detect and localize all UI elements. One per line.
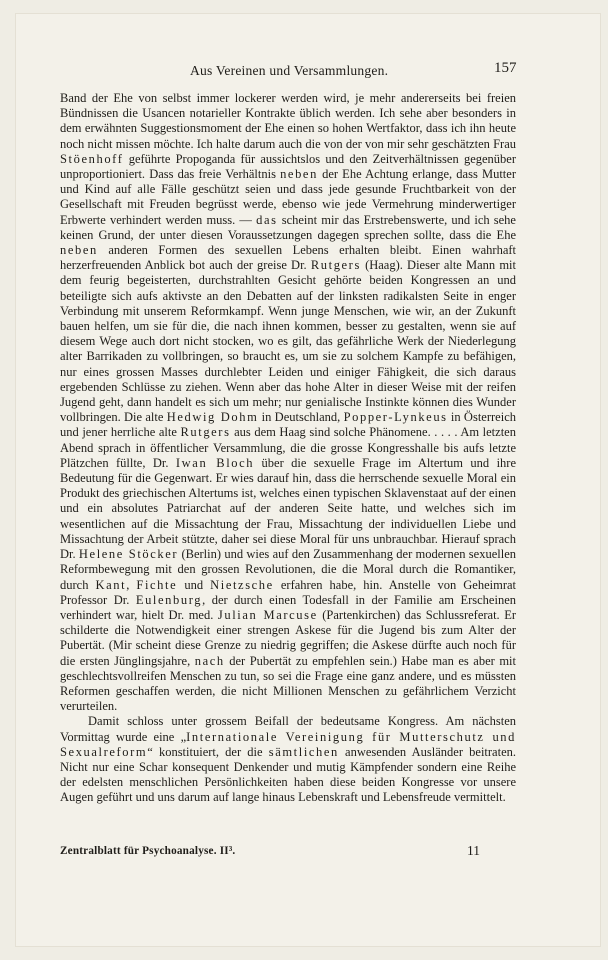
footer-signature-mark: 11 — [467, 843, 480, 858]
emphasized-name: Julian Marcuse — [217, 607, 318, 622]
emphasized-name: Internationale Vereinigung für Mutterschutz und Sexualreform — [60, 729, 516, 759]
text-run: Damit schloss unter grossem Beifall der bedeutsame Kongress. Am nächsten Vormittag wurde eine „ — [60, 714, 516, 744]
emphasized-name: sämtlichen — [268, 744, 339, 759]
paragraph — [60, 714, 516, 805]
text-run: erfahren habe, hin. Anstelle von Geheimrat Professor Dr. — [60, 577, 517, 607]
emphasized-name: Kant — [95, 577, 127, 592]
footer-journal-title: Zentralblatt für Psychoanalyse. II³. — [60, 845, 236, 857]
text-run: (Partenkirchen) das Schlussreferat. Er schilderte die Notwendigkeit einer strengen Askese für die Jugend bis zum Alter der Pubertät. (Mir scheint diese Grenze zu niedrig gegriffen; die Askese dürfte auch noch für die ersten Jünglingsjahre, — [60, 607, 517, 668]
emphasized-name: nach — [194, 653, 225, 668]
emphasized-name: Iwan Bloch — [175, 455, 255, 470]
paragraph — [60, 91, 516, 714]
text-run: in Österreich und jener herrliche alte — [60, 410, 516, 440]
text-run: anderen Formen des sexuellen Lebens erhalten bleibt. Einen wahrhaft herzerfreuenden Anblick bot auch der greise Dr. — [60, 243, 516, 273]
page-footer — [0, 845, 608, 863]
emphasized-name: Nietzsche — [210, 577, 274, 592]
text-run: , — [126, 577, 137, 592]
emphasized-name: Hedwig Dohm — [166, 410, 259, 425]
emphasized-name: Rutgers — [310, 258, 361, 273]
emphasized-name: Eulenburg — [135, 592, 203, 607]
body-text — [60, 91, 516, 806]
emphasized-name: Popper-Lynkeus — [343, 410, 448, 425]
text-run: der Ehe Achtung erlange, dass Mutter und Kind auf alle Fälle geschützt seien und dass jede gesunde Fruchtbarkeit von der Gesellschaft mit Freuden begrüsst werde, ebenso wie jede Vermehrung minderwertiger Erbwerte verhindert werden muss. — — [60, 167, 516, 227]
text-run: aus dem Haag sind solche Phänomene. . . . . Am letzten Abend sprach in öffentlicher Versammlung, die die grosse Kongresshalle bis aufs letzte Plätzchen füllte, Dr. — [60, 425, 516, 470]
page-header — [0, 60, 608, 83]
text-run: geführte Propoganda für aussichtslos und den Zeitverhältnissen gegenüber unproportioniert. Dass das freie Verhältnis — [60, 151, 516, 182]
page-number: 157 — [494, 60, 517, 76]
text-run: und — [177, 577, 211, 592]
text-run: über die sexuelle Frage im Altertum und ihre Bedeutung für die Gegenwart. Er wies darauf hin, dass die herrschende sexuelle Moral ein Produkt des griechischen Altertums ist, welches einen typischen Sklavenstaat auf der einen und ein absolutes Patriarchat auf der anderen Seite hatte, und welches sich im wesentlichen auf die Missachtung der Frau, Missachtung der individuellen Liebe und Missachtung der Arbeit stützte, daher sei diese Moral für uns unbrauchbar. Hierauf sprach Dr. — [60, 455, 516, 562]
emphasized-name: neben — [60, 243, 98, 258]
emphasized-name: Fichte — [136, 577, 178, 592]
emphasized-name: neben — [280, 167, 318, 182]
text-run: anwesenden Ausländer beitraten. Nicht nur eine Schar konsequent Denkender und mutig Kämpfender sondern eine Reihe der edelsten menschlichen Persönlichkeiten haben diese beiden Kongresse vor unsere Augen geführt und uns darum auf lange hinaus Lebenskraft und Lebensfreude vermittelt. — [60, 744, 516, 805]
text-run: , der durch einen Todesfall in der Familie am Erscheinen verhindert war, hielt Dr. med. — [60, 592, 516, 622]
text-run: (Haag). Dieser alte Mann mit dem feurig begeisterten, durchstrahlten Gesicht gehörte beiden Kongressen an und beteiligte sich aufs aktivste an den Debatten auf der linksten radikalsten Seite in enger Verbindung mit unserem Reformkampf. Wenn junge Menschen, wie wir, an der Zukunft bauen helfen, um sie für die, die nach ihnen kommen, besser zu gestalten, wenn sie auf diesem Wege auch dort nicht stocken, wo es gilt, das gefährliche Werk der Niederlegung alter Barrikaden zu vollbringen, so braucht es, um sie zu solchem Kampfe zu befähigen, nur eines grossen Masses durchlebter Leiden und einiger Fähigkeit, die sich daraus ergebenden Schlüsse zu ziehen. Wenn aber das hohe Alter in dieser Weise mit der reifen Jugend geht, dann handelt es sich um mehr; nur genialische Instinkte können dies Wunder vollbringen. Die alte — [60, 258, 516, 425]
text-run: “ konstituiert, der die — [147, 744, 269, 759]
emphasized-name: Helene Stöcker — [78, 547, 179, 562]
running-title: Aus Vereinen und Versammlungen. — [190, 63, 389, 78]
emphasized-name: Stöenhoff — [60, 151, 124, 166]
emphasized-name: Rutgers — [180, 425, 231, 440]
text-run: der Pubertät zu empfehlen sein.) Habe man es aber mit geschlechtsvollreifen Menschen zu tun, so sei die Frage eine ganz andere, und es müssten Reformen geschaffen werden, die nicht Millionen Menschen zu gefährlichem Verzicht verurteilen. — [60, 653, 516, 714]
emphasized-name: das — [256, 212, 278, 227]
text-run: scheint mir das Erstrebenswerte, und ich sehe keinen Grund, der unter diesen Voraussetzungen dagegen sprechen sollte, dass die Ehe — [60, 212, 516, 242]
text-run: (Berlin) und wies auf den Zusammenhang der modernen sexuellen Reformbewegung mit den grossen Revolutionen, die die Moral durch die Romantiker, durch — [60, 547, 516, 592]
text-run: Band der Ehe von selbst immer lockerer werden wird, je mehr andererseits bei freien Bündnissen die Usancen notarieller Kontrakte üblich werden. Ich sehe aber besonders in dem erwähnten Suggestionsmoment der Ehe einen so hohen Wertfaktor, dass ich ihn heute noch nicht missen möchte. Ich halte darum auch die von der von mir sehr geschätzten Frau — [60, 91, 516, 151]
text-run: in Deutschland, — [258, 410, 344, 425]
